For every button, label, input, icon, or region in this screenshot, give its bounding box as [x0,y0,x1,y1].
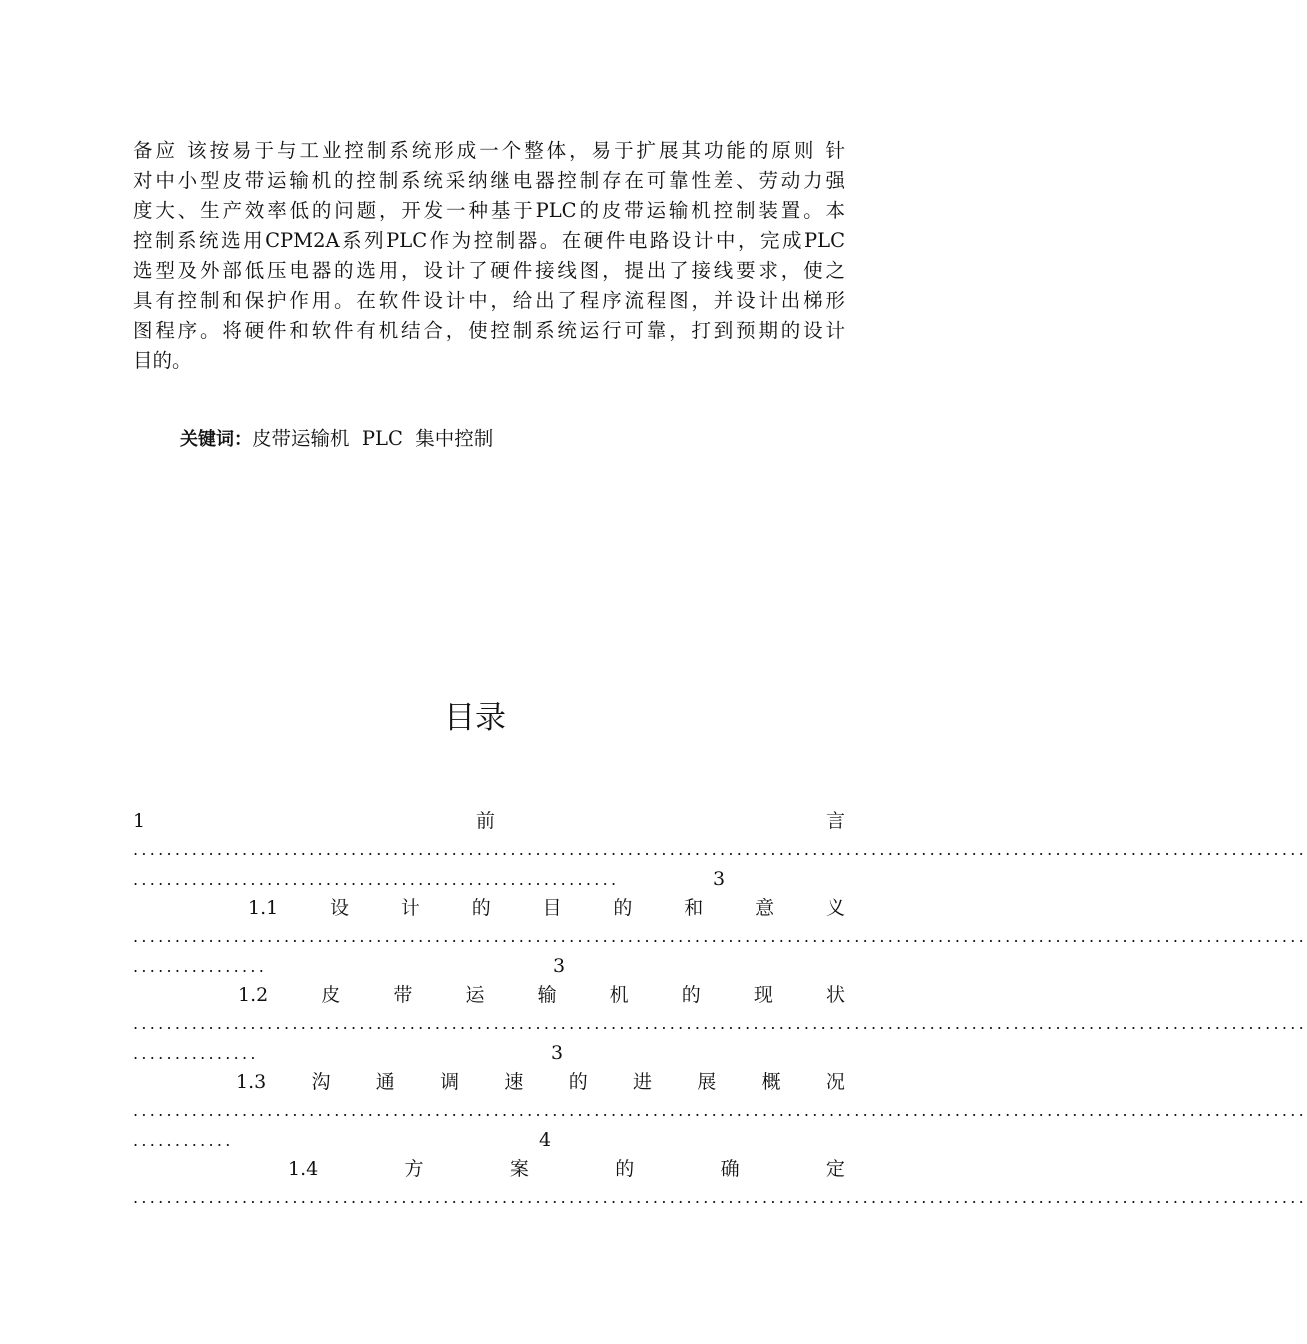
keywords-line [180,424,493,455]
toc-leader-dots: ............................................................................................................................................ [133,1101,1307,1120]
toc-leader-dots: ............................................................................................................................................ [133,1014,1307,1033]
toc-page-number: 4 [539,1129,552,1151]
toc-entry-title-char: 带 [393,984,413,1006]
toc-leader-dots: ............................................................................................................................................ [133,840,1307,859]
toc-entry-title-char: 况 [825,1071,845,1093]
toc-entry-title-char: 输 [537,984,557,1006]
toc-entry-title-char: 机 [609,984,629,1006]
toc-entry-title-char: 的 [613,897,633,919]
toc-leader-dots: ............ [133,1131,234,1150]
toc-entry-number: 1.3 [236,1071,267,1093]
toc-entry-title-char: 定 [825,1158,845,1180]
abstract-line: 目的。 [133,349,192,372]
toc-leader-tail [133,1038,845,1068]
toc-entry-heading[interactable] [288,1154,845,1184]
toc-entry-title-char: 状 [825,984,845,1006]
keywords-text: 皮带运输机 PLC 集中控制 [252,427,494,450]
toc-entry-heading[interactable] [238,980,845,1010]
toc-entry-title-char: 的 [615,1158,635,1180]
toc-entry-title-char: 的 [568,1071,588,1093]
toc-leader-dots: ................ [133,957,268,976]
toc-entry-title-char: 进 [632,1071,652,1093]
toc-entry-number: 1 [133,810,146,832]
toc-entry-title-char: 的 [471,897,491,919]
toc-entry-title-char: 运 [465,984,485,1006]
abstract-line: 对中小型皮带运输机的控制系统采纳继电器控制存在可靠性差、劳动力强 [133,169,845,192]
toc-entry-title-char: 现 [753,984,773,1006]
abstract-line: 具有控制和保护作用。在软件设计中，给出了程序流程图，并设计出梯形 [133,289,845,312]
toc-leader-tail [133,1125,845,1155]
toc-entry-title-char: 设 [330,897,350,919]
toc-entry-title-char: 意 [755,897,775,919]
toc-leader-dots: .......................................................... [133,870,620,889]
toc-entry-title-char: 言 [825,810,845,832]
abstract-line: 控制系统选用CPM2A系列PLC作为控制器。在硬件电路设计中，完成PLC [133,229,845,252]
toc-entry-title-char: 概 [761,1071,781,1093]
abstract-line: 备应 该按易于与工业控制系统形成一个整体，易于扩展其功能的原则 针 [133,139,845,162]
abstract-line: 度大、生产效率低的问题，开发一种基于PLC的皮带运输机控制装置。本 [133,199,845,222]
toc-leader-dots: ............... [133,1044,259,1063]
toc-entry-heading[interactable] [133,806,845,836]
toc-entry-number: 1.4 [288,1158,319,1180]
toc-entry-title-char: 皮 [321,984,341,1006]
abstract-line: 图程序。将硬件和软件有机结合，使控制系统运行可靠，打到预期的设计 [133,319,845,342]
toc-entry-title-char: 案 [509,1158,529,1180]
abstract-paragraph [133,136,845,376]
toc-entry-title-char: 和 [684,897,704,919]
toc-leader-tail [133,864,845,894]
toc-leader-tail [133,951,845,981]
toc-entry-title-char: 沟 [311,1071,331,1093]
abstract-line: 选型及外部低压电器的选用，设计了硬件接线图，提出了接线要求，使之 [133,259,845,282]
toc-entry-title-char: 前 [476,810,496,832]
toc-entry-title-char: 调 [440,1071,460,1093]
toc-entry-title-char: 计 [400,897,420,919]
toc-entry-title-char: 目 [542,897,562,919]
toc-page-number: 3 [551,1042,564,1064]
toc-page-number: 3 [553,955,566,977]
toc-entry-heading[interactable] [248,893,845,923]
toc-entry-title-char: 确 [720,1158,740,1180]
toc-entry-title-char: 的 [681,984,701,1006]
toc-entry-number: 1.2 [238,984,269,1006]
toc-entry-title-char: 方 [404,1158,424,1180]
toc-entry-title-char: 展 [697,1071,717,1093]
toc-page-number: 3 [713,868,726,890]
toc-leader-dots: ............................................................................................................................................ [133,927,1307,946]
toc-leader-dots: ............................................................................................................................................ [133,1188,1307,1207]
toc-title: 目录 [444,700,506,736]
toc-entry-number: 1.1 [248,897,279,919]
toc-entry-title-char: 义 [825,897,845,919]
toc-entry-title-char: 速 [504,1071,524,1093]
keywords-label: 关键词： [180,429,252,450]
toc-entry-heading[interactable] [236,1067,845,1097]
toc-entry-title-char: 通 [375,1071,395,1093]
